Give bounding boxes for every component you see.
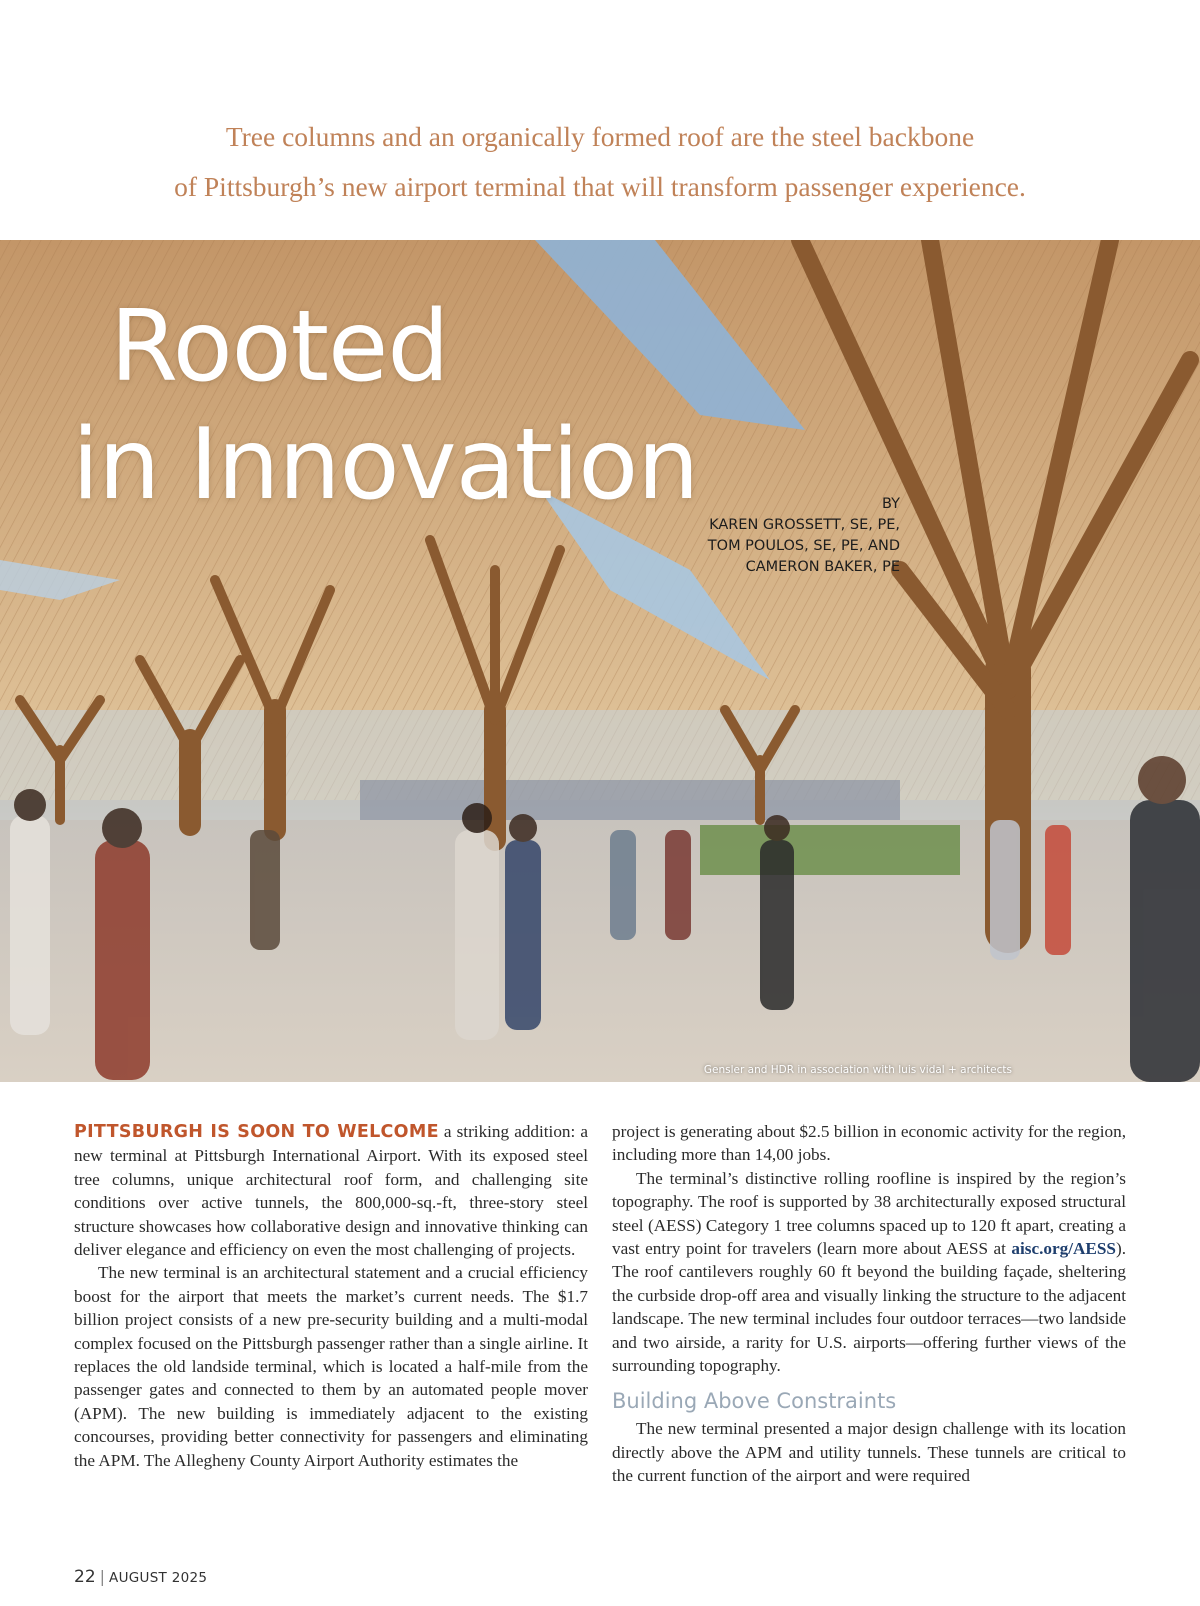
issue-date: AUGUST 2025	[109, 1570, 208, 1586]
paragraph-1-text: a striking addition: a new terminal at Pittsburgh International Airport. With its exposed steel tree columns, unique architectural roof form, and challenging site conditions over active tunnels, the 800,000-sq.-ft, three-story steel structure showcases how collaborative design and innovative thinking can deliver elegance and efficiency on even the most challenging of projects.	[74, 1122, 588, 1260]
body-column-left	[74, 1120, 588, 1472]
deck-line-1: Tree columns and an organically formed roof are the steel backbone	[225, 121, 975, 152]
headline-line-2: in Innovation	[72, 408, 699, 522]
byline-author-3: CAMERON BAKER, PE	[745, 559, 900, 575]
body-paragraph-3: project is generating about $2.5 billion in economic activity for the region, including more than 14,00 jobs.	[612, 1122, 1126, 1165]
paragraph-4-text-b: ). The roof cantilevers roughly 60 ft beyond the building façade, sheltering the curbside drop-off area and visually linking the structure to the adjacent landscape. The new terminal includes four outdoor terraces—two landside and two airside, a rarity for U.S. airports—offering further views of the surrounding topography.	[612, 1239, 1126, 1376]
page-number: 22	[74, 1567, 96, 1587]
byline-author-1: KAREN GROSSETT, SE, PE,	[709, 517, 900, 533]
body-paragraph-2: The new terminal is an architectural statement and a crucial efficiency boost for the airport that meets the market’s current needs. The $1.7 billion project consists of a new pre-security building and a multi-modal complex focused on the Pittsburgh passenger rather than a single airline. It replaces the old landside terminal, which is located a half-mile from the passenger gates and connected to them by an automated people mover (APM). The new building is immediately adjacent to the existing concourses, providing better connectivity for passengers and eliminating the APM. The Allegheny County Airport Authority estimates the	[74, 1263, 588, 1470]
byline-author-2: TOM POULOS, SE, PE, AND	[707, 538, 900, 554]
deck-subtitle	[60, 112, 1140, 212]
footer-separator: |	[99, 1567, 106, 1586]
byline-by: BY	[881, 496, 900, 512]
page-footer	[74, 1567, 207, 1587]
planter	[700, 825, 960, 875]
paragraph-4-text-a: The terminal’s distinctive rolling roofline is inspired by the region’s topography. The roof is supported by 38 architecturally exposed structural steel (AESS) Category 1 tree columns spaced up to 120 ft apart, creating a vast entry point for travelers (learn more about AESS at	[612, 1168, 1126, 1259]
deck-line-2: of Pittsburgh’s new airport terminal that will transform passenger experience.	[174, 171, 1026, 202]
body-paragraph-4	[612, 1167, 1126, 1378]
hero-image	[0, 240, 1200, 1082]
article-headline	[72, 288, 698, 524]
lead-in: PITTSBURGH IS SOON TO WELCOME	[74, 1122, 439, 1142]
photo-credit: Gensler and HDR in association with luis vidal + architects	[703, 1064, 1012, 1076]
body-paragraph-1	[74, 1120, 588, 1261]
section-subhead: Building Above Constraints	[612, 1389, 897, 1414]
headline-line-1: Rooted	[110, 290, 449, 404]
aess-link[interactable]: aisc.org/AESS	[1011, 1239, 1116, 1259]
body-column-right	[612, 1120, 1126, 1488]
byline	[708, 494, 900, 578]
body-paragraph-5: The new terminal presented a major design challenge with its location directly above the APM and utility tunnels. These tunnels are critical to the current function of the airport and were required	[612, 1419, 1126, 1486]
